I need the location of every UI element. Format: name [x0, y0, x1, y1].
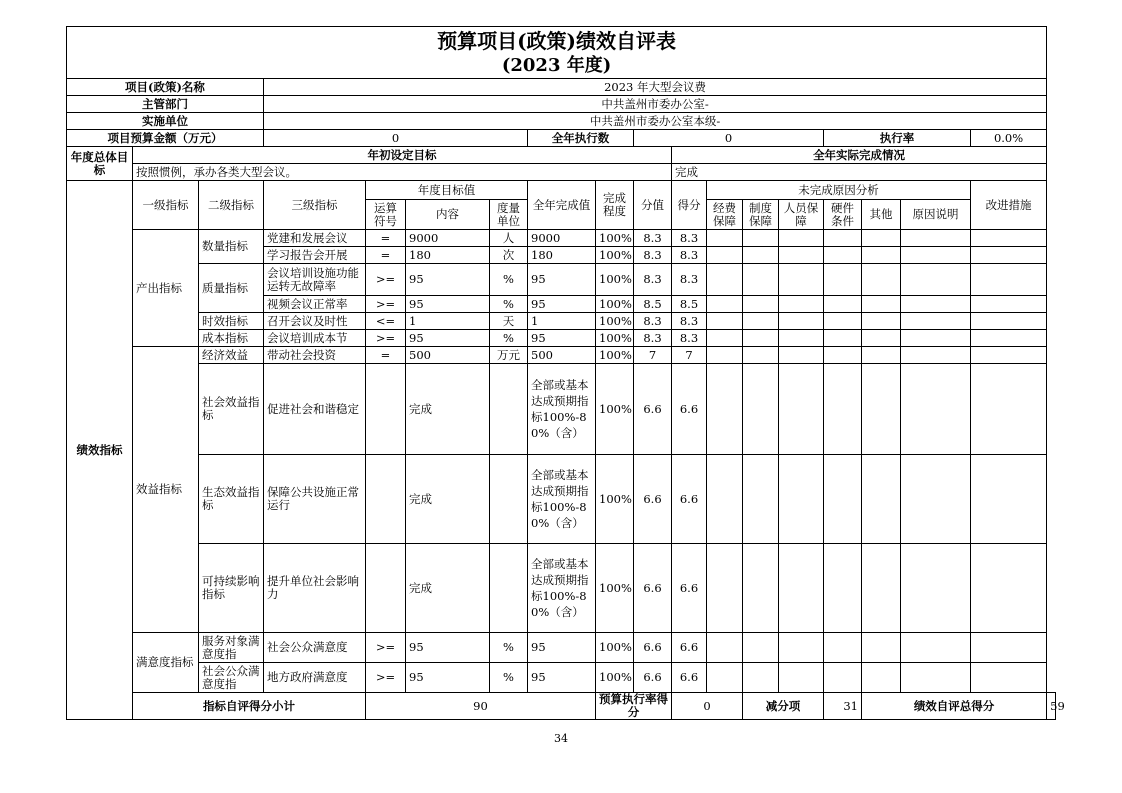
degree-cell: 100% — [596, 347, 634, 364]
l1-output: 产出指标 — [133, 230, 199, 347]
op-cell — [366, 544, 406, 633]
reason-cell — [779, 247, 824, 264]
weight-cell: 8.3 — [634, 264, 672, 296]
col-annual: 全年完成值 — [528, 181, 596, 230]
col-l3: 三级指标 — [264, 181, 366, 230]
l3-cell: 保障公共设施正常运行 — [264, 455, 366, 544]
improve-cell — [971, 313, 1047, 330]
reason-cell — [824, 330, 862, 347]
content-cell: 完成 — [406, 364, 490, 455]
reason-cell — [779, 455, 824, 544]
unit-cell: 万元 — [490, 347, 528, 364]
reason-cell — [743, 247, 779, 264]
improve-cell — [971, 264, 1047, 296]
project-name: 2023 年大型会议费 — [264, 79, 1047, 96]
reason-cell — [707, 663, 743, 693]
degree-cell: 100% — [596, 296, 634, 313]
unit-cell: % — [490, 633, 528, 663]
degree-cell: 100% — [596, 663, 634, 693]
l2-quality: 质量指标 — [199, 264, 264, 313]
improve-cell — [971, 364, 1047, 455]
op-cell: = — [366, 247, 406, 264]
l3-cell: 地方政府满意度 — [264, 663, 366, 693]
col-content: 内容 — [406, 200, 490, 230]
annual-cell: 180 — [528, 247, 596, 264]
annual-cell: 1 — [528, 313, 596, 330]
exec-rate-value: 0 — [672, 693, 743, 720]
col-score: 得分 — [672, 181, 707, 230]
col-r5: 其他 — [862, 200, 901, 230]
improve-cell — [971, 330, 1047, 347]
col-r3: 人员保障 — [779, 200, 824, 230]
op-cell: >= — [366, 296, 406, 313]
reason-cell — [862, 296, 901, 313]
reason-cell — [862, 330, 901, 347]
score-cell: 7 — [672, 347, 707, 364]
degree-cell: 100% — [596, 264, 634, 296]
improve-cell — [971, 347, 1047, 364]
reason-cell — [707, 296, 743, 313]
col-weight: 分值 — [634, 181, 672, 230]
reason-cell — [743, 330, 779, 347]
l1-benefit: 效益指标 — [133, 347, 199, 633]
reason-cell — [707, 230, 743, 247]
l2-social: 社会效益指标 — [199, 364, 264, 455]
l2-sustain: 可持续影响指标 — [199, 544, 264, 633]
reason-cell — [779, 544, 824, 633]
reason-cell — [901, 296, 971, 313]
score-cell: 6.6 — [672, 364, 707, 455]
reason-cell — [707, 347, 743, 364]
unit-cell: % — [490, 296, 528, 313]
reason-cell — [901, 544, 971, 633]
reason-cell — [779, 264, 824, 296]
degree-cell: 100% — [596, 364, 634, 455]
reason-cell — [862, 313, 901, 330]
reason-cell — [779, 296, 824, 313]
l3-cell: 会议培训设施功能运转无故障率 — [264, 264, 366, 296]
unit-cell — [490, 544, 528, 633]
annual-cell: 95 — [528, 296, 596, 313]
dept-value: 中共盖州市委办公室- — [264, 96, 1047, 113]
col-l1: 一级指标 — [133, 181, 199, 230]
l3-cell: 带动社会投资 — [264, 347, 366, 364]
project-name-label: 项目(政策)名称 — [67, 79, 264, 96]
l3-cell: 促进社会和谐稳定 — [264, 364, 366, 455]
reason-cell — [824, 663, 862, 693]
col-improve: 改进措施 — [971, 181, 1047, 230]
score-cell: 8.3 — [672, 264, 707, 296]
subtotal-value: 90 — [366, 693, 596, 720]
weight-cell: 6.6 — [634, 455, 672, 544]
reason-cell — [707, 544, 743, 633]
op-cell: >= — [366, 330, 406, 347]
reason-cell — [779, 330, 824, 347]
l3-cell: 党建和发展会议 — [264, 230, 366, 247]
col-l2: 二级指标 — [199, 181, 264, 230]
l2-cost: 成本指标 — [199, 330, 264, 347]
weight-cell: 6.6 — [634, 364, 672, 455]
weight-cell: 8.3 — [634, 313, 672, 330]
annual-cell: 95 — [528, 663, 596, 693]
improve-cell — [971, 544, 1047, 633]
content-cell: 95 — [406, 330, 490, 347]
deduct-value: 31 — [824, 693, 862, 720]
l3-cell: 学习报告会开展 — [264, 247, 366, 264]
reason-cell — [824, 296, 862, 313]
op-cell: = — [366, 230, 406, 247]
goal-set-text: 按照惯例，承办各类大型会议。 — [133, 164, 672, 181]
reason-cell — [824, 633, 862, 663]
l3-cell: 会议培训成本节 — [264, 330, 366, 347]
annual-cell: 全部或基本达成预期指标100%-80%（含） — [528, 544, 596, 633]
l2-svc-obj: 服务对象满意度指 — [199, 633, 264, 663]
col-reason-group: 未完成原因分析 — [707, 181, 971, 200]
weight-cell: 6.6 — [634, 633, 672, 663]
unit-cell: % — [490, 663, 528, 693]
col-op: 运算符号 — [366, 200, 406, 230]
improve-cell — [971, 663, 1047, 693]
l3-cell: 社会公众满意度 — [264, 633, 366, 663]
weight-cell: 8.3 — [634, 330, 672, 347]
score-cell: 8.3 — [672, 313, 707, 330]
reason-cell — [901, 330, 971, 347]
unit-cell: % — [490, 264, 528, 296]
unit-cell — [490, 455, 528, 544]
score-cell: 8.3 — [672, 330, 707, 347]
reason-cell — [824, 247, 862, 264]
score-cell: 6.6 — [672, 663, 707, 693]
goal-actual-text: 完成 — [672, 164, 1047, 181]
col-r6: 原因说明 — [901, 200, 971, 230]
improve-cell — [971, 230, 1047, 247]
deduct-label: 减分项 — [743, 693, 824, 720]
reason-cell — [862, 247, 901, 264]
unit-cell — [490, 364, 528, 455]
budget-label: 项目预算金额（万元） — [67, 130, 264, 147]
col-r1: 经费保障 — [707, 200, 743, 230]
weight-cell: 8.3 — [634, 230, 672, 247]
budget-value: 0 — [264, 130, 528, 147]
l2-quantity: 数量指标 — [199, 230, 264, 264]
degree-cell: 100% — [596, 633, 634, 663]
title-cell — [67, 27, 1047, 79]
reason-cell — [779, 364, 824, 455]
subtotal-label: 指标自评得分小计 — [133, 693, 366, 720]
col-target-group: 年度目标值 — [366, 181, 528, 200]
reason-cell — [824, 230, 862, 247]
l2-economic: 经济效益 — [199, 347, 264, 364]
l2-eco: 生态效益指标 — [199, 455, 264, 544]
weight-cell: 7 — [634, 347, 672, 364]
op-cell — [366, 364, 406, 455]
content-cell: 9000 — [406, 230, 490, 247]
score-cell: 8.3 — [672, 230, 707, 247]
score-cell: 6.6 — [672, 544, 707, 633]
exec-label: 全年执行数 — [528, 130, 634, 147]
op-cell: >= — [366, 264, 406, 296]
annual-cell: 95 — [528, 330, 596, 347]
content-cell: 180 — [406, 247, 490, 264]
reason-cell — [824, 364, 862, 455]
annual-cell: 95 — [528, 633, 596, 663]
reason-cell — [901, 313, 971, 330]
reason-cell — [743, 313, 779, 330]
reason-cell — [862, 455, 901, 544]
reason-cell — [862, 663, 901, 693]
reason-cell — [901, 347, 971, 364]
weight-cell: 6.6 — [634, 663, 672, 693]
reason-cell — [901, 247, 971, 264]
total-label: 绩效自评总得分 — [862, 693, 1047, 720]
l3-cell: 视频会议正常率 — [264, 296, 366, 313]
op-cell: >= — [366, 633, 406, 663]
reason-cell — [779, 633, 824, 663]
page-number: 34 — [554, 732, 568, 745]
col-degree: 完成程度 — [596, 181, 634, 230]
content-cell: 95 — [406, 296, 490, 313]
reason-cell — [862, 347, 901, 364]
score-cell: 8.5 — [672, 296, 707, 313]
content-cell: 完成 — [406, 455, 490, 544]
reason-cell — [862, 264, 901, 296]
reason-cell — [707, 247, 743, 264]
reason-cell — [901, 633, 971, 663]
unit-label: 实施单位 — [67, 113, 264, 130]
goal-actual-label: 全年实际完成情况 — [672, 147, 1047, 164]
improve-cell — [971, 296, 1047, 313]
op-cell: = — [366, 347, 406, 364]
degree-cell: 100% — [596, 247, 634, 264]
reason-cell — [901, 364, 971, 455]
l2-timeliness: 时效指标 — [199, 313, 264, 330]
reason-cell — [743, 544, 779, 633]
weight-cell: 8.5 — [634, 296, 672, 313]
op-cell: <= — [366, 313, 406, 330]
unit-cell: 次 — [490, 247, 528, 264]
l3-cell: 召开会议及时性 — [264, 313, 366, 330]
improve-cell — [971, 455, 1047, 544]
content-cell: 95 — [406, 633, 490, 663]
content-cell: 1 — [406, 313, 490, 330]
col-r4: 硬件条件 — [824, 200, 862, 230]
l2-public: 社会公众满意度指 — [199, 663, 264, 693]
weight-cell: 6.6 — [634, 544, 672, 633]
annual-cell: 9000 — [528, 230, 596, 247]
dept-label: 主管部门 — [67, 96, 264, 113]
reason-cell — [707, 330, 743, 347]
exec-rate-label: 预算执行率得分 — [596, 693, 672, 720]
page-subtitle: (2023 年度) — [501, 54, 612, 76]
content-cell: 500 — [406, 347, 490, 364]
reason-cell — [824, 347, 862, 364]
reason-cell — [824, 264, 862, 296]
reason-cell — [901, 230, 971, 247]
page-title: 预算项目(政策)绩效自评表 — [437, 28, 677, 53]
reason-cell — [779, 313, 824, 330]
reason-cell — [901, 264, 971, 296]
reason-cell — [707, 264, 743, 296]
perf-label: 绩效指标 — [67, 181, 133, 720]
rate-label: 执行率 — [824, 130, 971, 147]
op-cell — [366, 455, 406, 544]
performance-table — [66, 26, 1065, 720]
op-cell: >= — [366, 663, 406, 693]
degree-cell: 100% — [596, 330, 634, 347]
improve-cell — [971, 247, 1047, 264]
degree-cell: 100% — [596, 313, 634, 330]
unit-cell: 人 — [490, 230, 528, 247]
total-value: 59 — [1047, 693, 1056, 720]
unit-cell: % — [490, 330, 528, 347]
col-unit: 度量单位 — [490, 200, 528, 230]
exec-value: 0 — [634, 130, 824, 147]
degree-cell: 100% — [596, 230, 634, 247]
reason-cell — [743, 230, 779, 247]
reason-cell — [743, 633, 779, 663]
reason-cell — [743, 347, 779, 364]
annual-cell: 全部或基本达成预期指标100%-80%（含） — [528, 364, 596, 455]
reason-cell — [707, 364, 743, 455]
reason-cell — [779, 663, 824, 693]
content-cell: 95 — [406, 264, 490, 296]
reason-cell — [862, 544, 901, 633]
reason-cell — [707, 313, 743, 330]
degree-cell: 100% — [596, 544, 634, 633]
reason-cell — [901, 663, 971, 693]
content-cell: 95 — [406, 663, 490, 693]
reason-cell — [824, 455, 862, 544]
weight-cell: 8.3 — [634, 247, 672, 264]
reason-cell — [862, 230, 901, 247]
l3-cell: 提升单位社会影响力 — [264, 544, 366, 633]
score-cell: 6.6 — [672, 455, 707, 544]
reason-cell — [743, 264, 779, 296]
goal-label: 年度总体目标 — [67, 147, 133, 181]
annual-cell: 95 — [528, 264, 596, 296]
rate-value: 0.0% — [971, 130, 1047, 147]
reason-cell — [862, 633, 901, 663]
reason-cell — [707, 455, 743, 544]
unit-value: 中共盖州市委办公室本级- — [264, 113, 1047, 130]
reason-cell — [779, 230, 824, 247]
reason-cell — [901, 455, 971, 544]
reason-cell — [743, 296, 779, 313]
reason-cell — [824, 313, 862, 330]
annual-cell: 全部或基本达成预期指标100%-80%（含） — [528, 455, 596, 544]
unit-cell: 天 — [490, 313, 528, 330]
degree-cell: 100% — [596, 455, 634, 544]
annual-cell: 500 — [528, 347, 596, 364]
improve-cell — [971, 633, 1047, 663]
reason-cell — [743, 364, 779, 455]
reason-cell — [779, 347, 824, 364]
score-cell: 6.6 — [672, 633, 707, 663]
goal-set-label: 年初设定目标 — [133, 147, 672, 164]
col-r2: 制度保障 — [743, 200, 779, 230]
reason-cell — [707, 633, 743, 663]
reason-cell — [824, 544, 862, 633]
reason-cell — [743, 455, 779, 544]
reason-cell — [862, 364, 901, 455]
content-cell: 完成 — [406, 544, 490, 633]
l1-satisfaction: 满意度指标 — [133, 633, 199, 693]
score-cell: 8.3 — [672, 247, 707, 264]
reason-cell — [743, 663, 779, 693]
